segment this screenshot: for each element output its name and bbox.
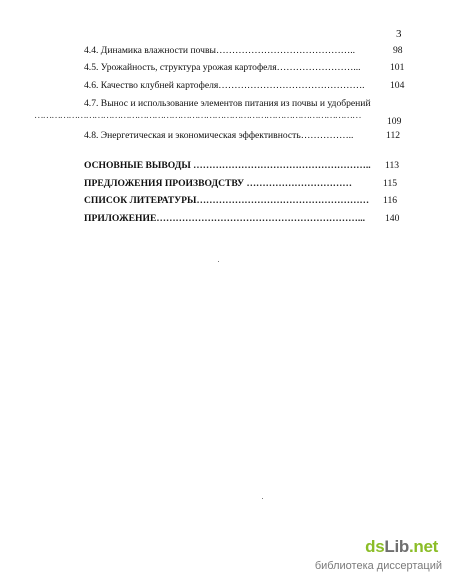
page-number: 3 — [396, 28, 402, 40]
toc-entry-4-7-leader: …………………………………………………………………………………………………… — [34, 110, 361, 121]
toc-page-4-7: 109 — [387, 116, 402, 127]
watermark — [300, 533, 450, 582]
toc-page-4-5: 101 — [390, 62, 405, 73]
toc-page-conclusions: 113 — [385, 160, 400, 171]
toc-page-appendix: 140 — [385, 213, 400, 224]
toc-entry-4-7[interactable]: 4.7. Вынос и использование элементов питания из почвы и удобрений — [84, 98, 371, 109]
watermark-subtitle: библиотека диссертаций — [314, 560, 442, 572]
toc-entry-references[interactable]: СПИСОК ЛИТЕРАТУРЫ……………………………………………… — [84, 195, 370, 206]
toc-entry-4-8[interactable]: 4.8. Энергетическая и экономическая эффективность…………….. — [84, 130, 354, 141]
toc-entry-4-5[interactable]: 4.5. Урожайность, структура урожая картофеля……………………... — [84, 62, 361, 73]
watermark-logo: dsLib.net — [365, 537, 438, 556]
toc-page-references: 116 — [383, 195, 398, 206]
toc-page-4-4: 98 — [393, 45, 403, 56]
toc-entry-4-4[interactable]: 4.4. Динамика влажности почвы…………………………………….. — [84, 45, 356, 56]
toc-entry-appendix[interactable]: ПРИЛОЖЕНИЕ………………………………………………………... — [84, 213, 366, 224]
toc-entry-conclusions[interactable]: ОСНОВНЫЕ ВЫВОДЫ ……………………………………………….. — [84, 160, 371, 171]
toc-page-4-6: 104 — [390, 80, 405, 91]
toc-page-4-8: 112 — [386, 130, 401, 141]
toc-entry-4-6[interactable]: 4.6. Качество клубней картофеля………………………………………. — [84, 80, 365, 91]
scan-speck — [262, 498, 263, 499]
scan-speck — [218, 261, 219, 262]
toc-page-proposals: 115 — [383, 178, 398, 189]
toc-entry-proposals[interactable]: ПРЕДЛОЖЕНИЯ ПРОИЗВОДСТВУ …………………………… — [84, 178, 352, 189]
